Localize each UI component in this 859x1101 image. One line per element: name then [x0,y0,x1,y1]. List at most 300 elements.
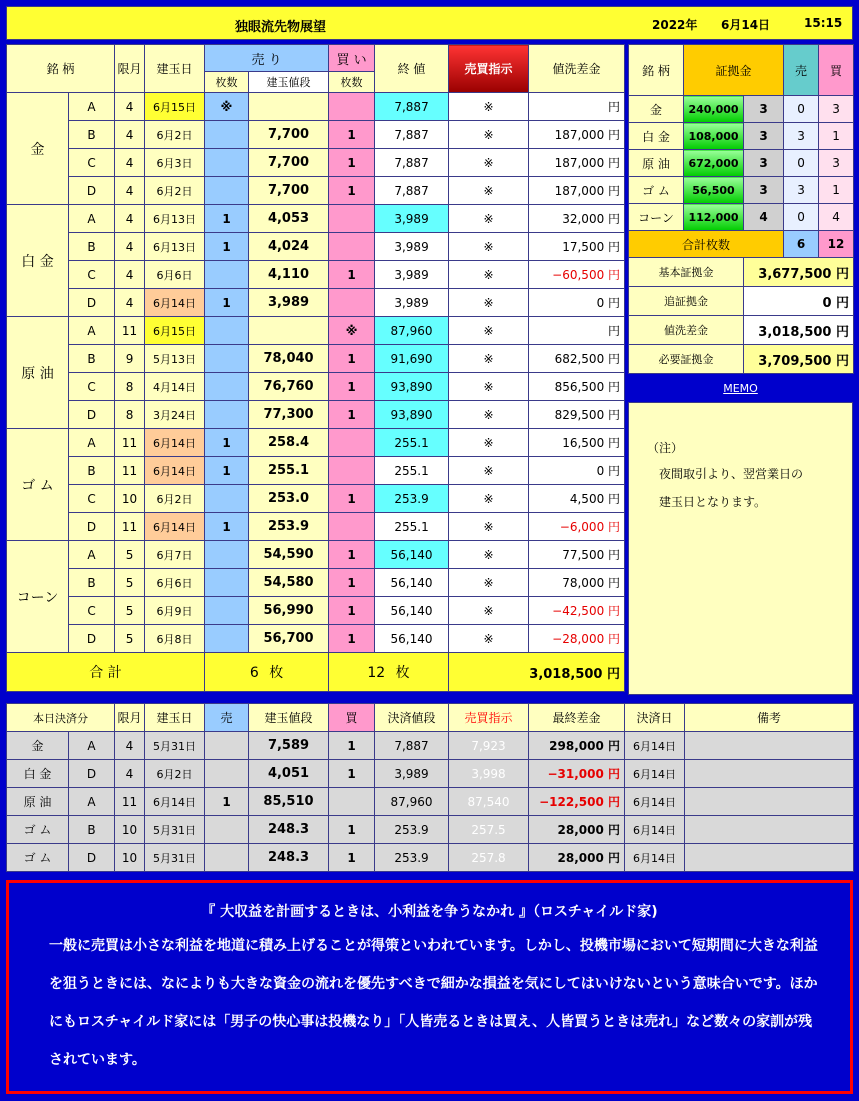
settlement-row [7,844,854,872]
row-close: 253.9 [375,485,449,513]
settle-row-note [685,760,854,788]
settle-row-settle-price: 253.9 [375,816,449,844]
memo-line-1: （注） [647,441,684,455]
row-limit: 4 [115,205,145,233]
row-close: 91,690 [375,345,449,373]
settle-header-sell: 売 [205,704,249,732]
margin-row-name: 金 [629,96,684,123]
settle-row-name: 原 油 [7,788,69,816]
row-limit: 10 [115,485,145,513]
row-instruction: ※ [449,121,529,149]
settle-row-name: 白 金 [7,760,69,788]
row-instruction: ※ [449,625,529,653]
total-sell-count: 6 [249,665,259,681]
total-diff-yen: 円 [607,666,621,682]
row-limit: 11 [115,513,145,541]
settle-header-note: 備考 [685,704,854,732]
row-limit: 5 [115,597,145,625]
row-limit: 4 [115,261,145,289]
row-letter: B [69,121,115,149]
header-buy: 買 い [329,45,375,72]
quote-box [6,880,853,1094]
row-letter: B [69,457,115,485]
side-header-name: 銘 柄 [629,45,684,96]
row-sell-count [205,345,249,373]
position-row [7,233,625,261]
row-diff: 187,000 円 [529,121,625,149]
summary-row [629,287,854,316]
row-limit: 11 [115,457,145,485]
header-buy-count: 枚数 [329,72,375,93]
summary-value: 3,018,500 円 [744,316,854,345]
settlement-row [7,816,854,844]
side-header-margin: 証拠金 [684,45,784,96]
settle-row-note [685,732,854,760]
row-sell-count: 1 [205,289,249,317]
settle-row-buy [329,788,375,816]
row-buy-count: 1 [329,569,375,597]
header-name: 銘 柄 [7,45,115,93]
row-open-price: 4,024 [249,233,329,261]
row-close: 56,140 [375,541,449,569]
margin-row-amount: 108,000 [684,123,744,150]
row-close: 87,960 [375,317,449,345]
row-buy-count: 1 [329,401,375,429]
row-open-price: 76,760 [249,373,329,401]
row-open-price: 54,580 [249,569,329,597]
settle-row-settle-date: 6月14日 [625,788,685,816]
settle-header-settle-price: 決済値段 [375,704,449,732]
settle-row-letter: A [69,788,115,816]
position-row [7,513,625,541]
margin-row-name: コーン [629,204,684,231]
settle-row-settle-price: 3,989 [375,760,449,788]
row-close: 93,890 [375,401,449,429]
row-close: 3,989 [375,205,449,233]
row-buy-count: 1 [329,625,375,653]
commodity-name: ゴ ム [7,429,69,541]
settle-row-sell: 1 [205,788,249,816]
total-sell-unit: 枚 [269,665,284,681]
settle-row-price: 248.3 [249,816,329,844]
settle-row-note [685,816,854,844]
settle-row-instruction: 87,540 [449,788,529,816]
position-row [7,317,625,345]
summary-label: 必要証拠金 [629,345,744,374]
settle-row-settle-price: 87,960 [375,788,449,816]
row-instruction: ※ [449,513,529,541]
total-diff-value: 3,018,500 [529,666,603,682]
row-sell-count: 1 [205,513,249,541]
settle-row-limit: 10 [115,816,145,844]
settle-row-letter: B [69,816,115,844]
row-open-date: 6月14日 [145,429,205,457]
row-open-date: 5月13日 [145,345,205,373]
quote-title: 『 大収益を計画するときは、小利益を争うなかれ 』（ロスチャイルド家) [201,904,658,920]
settle-row-sell [205,816,249,844]
row-buy-count [329,289,375,317]
row-diff: 17,500 円 [529,233,625,261]
row-open-price: 4,053 [249,205,329,233]
settlement-table [6,703,854,872]
row-sell-count [205,121,249,149]
settle-header-limit: 限月 [115,704,145,732]
settle-header-instruction: 売買指示 [449,704,529,732]
position-row [7,541,625,569]
settlement-row [7,760,854,788]
row-limit: 4 [115,289,145,317]
row-limit: 11 [115,317,145,345]
row-buy-count: 1 [329,485,375,513]
margin-row-sell: 0 [784,150,819,177]
margin-row-amount: 672,000 [684,150,744,177]
row-letter: B [69,233,115,261]
row-buy-count [329,429,375,457]
margin-row-buy: 1 [819,177,854,204]
row-sell-count [205,569,249,597]
settle-row-final: −31,000 円 [529,760,625,788]
margin-row-buy: 3 [819,96,854,123]
settle-row-price: 7,589 [249,732,329,760]
position-row [7,149,625,177]
settle-row-note [685,788,854,816]
position-row [7,289,625,317]
settle-header-label: 本日決済分 [7,704,115,732]
margin-row [629,150,854,177]
position-row [7,597,625,625]
row-buy-count [329,205,375,233]
settle-row-name: ゴ ム [7,816,69,844]
row-close: 7,887 [375,93,449,121]
settle-row-settle-price: 7,887 [375,732,449,760]
settle-row-settle-price: 253.9 [375,844,449,872]
row-buy-count: 1 [329,345,375,373]
settle-header-settle-date: 決済日 [625,704,685,732]
row-instruction: ※ [449,93,529,121]
row-open-date: 6月14日 [145,513,205,541]
row-letter: B [69,569,115,597]
row-buy-count: 1 [329,597,375,625]
settle-row-letter: D [69,760,115,788]
total-sell [205,653,329,692]
memo-line-2: 夜間取引より、翌営業日の [659,467,804,481]
memo-line-3: 建玉日となります。 [659,495,767,509]
row-open-price: 3,989 [249,289,329,317]
commodity-name: 金 [7,93,69,205]
settle-row-letter: D [69,844,115,872]
row-limit: 8 [115,373,145,401]
settle-row-date: 5月31日 [145,844,205,872]
row-diff: 0 円 [529,289,625,317]
row-diff: 0 円 [529,457,625,485]
settle-row-instruction: 3,998 [449,760,529,788]
row-open-date: 4月14日 [145,373,205,401]
row-diff: 829,500 円 [529,401,625,429]
total-buy-count: 12 [367,665,386,681]
total-diff [449,653,625,692]
row-open-date: 6月2日 [145,177,205,205]
row-sell-count [205,261,249,289]
row-sell-count [205,597,249,625]
row-sell-count [205,485,249,513]
row-letter: D [69,513,115,541]
margin-row-name: 原 油 [629,150,684,177]
settle-row-price: 4,051 [249,760,329,788]
settle-row-letter: A [69,732,115,760]
page-title: 独眼流先物展望 [235,20,327,35]
row-letter: A [69,317,115,345]
row-open-price: 78,040 [249,345,329,373]
row-limit: 5 [115,569,145,597]
row-letter: D [69,401,115,429]
row-sell-count [205,625,249,653]
row-diff: 78,000 円 [529,569,625,597]
row-diff: 4,500 円 [529,485,625,513]
row-instruction: ※ [449,597,529,625]
row-diff: 円 [529,93,625,121]
row-open-price: 258.4 [249,429,329,457]
row-instruction: ※ [449,205,529,233]
header-diff: 値洗差金 [529,45,625,93]
row-open-date: 6月9日 [145,597,205,625]
row-instruction: ※ [449,485,529,513]
row-diff: 32,000 円 [529,205,625,233]
row-close: 56,140 [375,597,449,625]
settle-row-settle-date: 6月14日 [625,844,685,872]
row-letter: D [69,625,115,653]
row-instruction: ※ [449,261,529,289]
row-buy-count: 1 [329,373,375,401]
row-open-price [249,93,329,121]
row-sell-count [205,401,249,429]
row-instruction: ※ [449,373,529,401]
commodity-name: 原 油 [7,317,69,429]
row-close: 7,887 [375,121,449,149]
row-close: 255.1 [375,513,449,541]
row-open-date: 3月24日 [145,401,205,429]
row-limit: 4 [115,121,145,149]
position-row [7,121,625,149]
row-sell-count: 1 [205,233,249,261]
row-instruction: ※ [449,233,529,261]
summary-row [629,258,854,287]
row-letter: A [69,93,115,121]
row-diff: −28,000 円 [529,625,625,653]
position-row [7,93,625,121]
settle-row-note [685,844,854,872]
position-row [7,457,625,485]
settle-row-buy: 1 [329,816,375,844]
header-close: 終 値 [375,45,449,93]
row-open-price: 7,700 [249,121,329,149]
settle-header-date: 建玉日 [145,704,205,732]
margin-row-sell: 3 [784,123,819,150]
row-close: 56,140 [375,625,449,653]
position-row [7,345,625,373]
positions-table [6,44,625,692]
header-open-price: 建玉値段 [249,72,329,93]
row-sell-count [205,373,249,401]
year-label: 2022年 [652,18,698,32]
summary-label: 値洗差金 [629,316,744,345]
settle-row-final: 28,000 円 [529,816,625,844]
position-row [7,625,625,653]
settle-row-date: 6月14日 [145,788,205,816]
row-open-price: 56,700 [249,625,329,653]
side-total-sell: 6 [784,231,819,258]
row-diff: −42,500 円 [529,597,625,625]
row-sell-count: 1 [205,457,249,485]
row-limit: 5 [115,625,145,653]
row-buy-count: 1 [329,541,375,569]
row-open-date: 6月15日 [145,93,205,121]
margin-row-sell: 0 [784,96,819,123]
row-letter: C [69,149,115,177]
settle-header-buy: 買 [329,704,375,732]
header-limit: 限月 [115,45,145,93]
settle-row-date: 5月31日 [145,732,205,760]
margin-row-buy: 1 [819,123,854,150]
row-instruction: ※ [449,569,529,597]
row-diff: 682,500 円 [529,345,625,373]
margin-row-buy: 4 [819,204,854,231]
row-letter: A [69,205,115,233]
settle-row-final: 298,000 円 [529,732,625,760]
margin-row-sell: 3 [784,177,819,204]
row-open-price: 253.9 [249,513,329,541]
row-close: 3,989 [375,261,449,289]
position-row [7,569,625,597]
quote-body: 一般に売買は小さな利益を地道に積み上げることが得策といわれています。しかし、投機市場において短期間に大きな利益を狙うときには、なによりも大きな資金の流れを優先すべきで細かな損益を気にしてはいけないという意味合いです。ほかにもロスチャイルド家には「男子の快心事は投機なり」「人皆売るときは買え、人皆買うときは売れ」など数々の家訓が残されています。 [49,938,818,1068]
margin-row-sell: 0 [784,204,819,231]
row-open-date: 6月2日 [145,485,205,513]
row-close: 3,989 [375,233,449,261]
side-header-sell: 売 [784,45,819,96]
header-sell-count: 枚数 [205,72,249,93]
row-buy-count [329,233,375,261]
row-letter: A [69,541,115,569]
row-instruction: ※ [449,317,529,345]
margin-row-count: 4 [744,204,784,231]
settle-row-instruction: 257.5 [449,816,529,844]
margin-row [629,204,854,231]
row-open-price: 4,110 [249,261,329,289]
side-header-buy: 買 [819,45,854,96]
memo-link[interactable]: MEMO [723,382,758,395]
settle-row-buy: 1 [329,760,375,788]
row-buy-count [329,513,375,541]
row-open-price: 56,990 [249,597,329,625]
margin-row-buy: 3 [819,150,854,177]
row-open-date: 6月8日 [145,625,205,653]
row-close: 7,887 [375,149,449,177]
summary-row [629,345,854,374]
title-bar [6,6,853,40]
settle-row-buy: 1 [329,732,375,760]
summary-label: 基本証拠金 [629,258,744,287]
row-sell-count [205,317,249,345]
settle-row-settle-date: 6月14日 [625,760,685,788]
settle-row-final: 28,000 円 [529,844,625,872]
row-letter: D [69,177,115,205]
margin-row [629,96,854,123]
total-buy [329,653,449,692]
row-open-price: 7,700 [249,149,329,177]
row-close: 7,887 [375,177,449,205]
row-open-price: 54,590 [249,541,329,569]
settle-row-date: 5月31日 [145,816,205,844]
settle-row-sell [205,844,249,872]
row-letter: D [69,289,115,317]
row-open-date: 6月2日 [145,121,205,149]
summary-value: 3,709,500 円 [744,345,854,374]
settle-row-instruction: 7,923 [449,732,529,760]
row-open-date: 6月14日 [145,289,205,317]
row-close: 255.1 [375,429,449,457]
settlement-row [7,788,854,816]
row-letter: C [69,485,115,513]
row-open-price: 255.1 [249,457,329,485]
settle-row-limit: 4 [115,760,145,788]
date-label: 6月14日 [721,18,771,32]
row-diff: 856,500 円 [529,373,625,401]
row-close: 93,890 [375,373,449,401]
row-close: 56,140 [375,569,449,597]
settle-row-sell [205,732,249,760]
margin-row-name: 白 金 [629,123,684,150]
row-buy-count: 1 [329,261,375,289]
row-open-date: 6月14日 [145,457,205,485]
side-total-buy: 12 [819,231,854,258]
row-letter: C [69,261,115,289]
margin-row-amount: 112,000 [684,204,744,231]
settle-row-limit: 4 [115,732,145,760]
header-open-date: 建玉日 [145,45,205,93]
commodity-name: コーン [7,541,69,653]
position-row [7,485,625,513]
row-open-date: 6月6日 [145,261,205,289]
settle-header-final: 最終差金 [529,704,625,732]
row-letter: A [69,429,115,457]
settle-row-settle-date: 6月14日 [625,732,685,760]
row-limit: 4 [115,149,145,177]
row-open-price: 77,300 [249,401,329,429]
position-row [7,177,625,205]
row-diff: −6,000 円 [529,513,625,541]
row-open-date: 6月7日 [145,541,205,569]
settle-row-date: 6月2日 [145,760,205,788]
row-instruction: ※ [449,289,529,317]
row-buy-count [329,93,375,121]
row-limit: 11 [115,429,145,457]
settle-row-buy: 1 [329,844,375,872]
row-open-date: 6月15日 [145,317,205,345]
settle-row-sell [205,760,249,788]
row-sell-count [205,541,249,569]
row-close: 255.1 [375,457,449,485]
row-diff: 187,000 円 [529,149,625,177]
commodity-name: 白 金 [7,205,69,317]
row-sell-count: 1 [205,205,249,233]
header-instruction: 売買指示 [449,45,529,93]
margin-row-count: 3 [744,96,784,123]
row-limit: 4 [115,233,145,261]
summary-value: 0 円 [744,287,854,316]
time-label: 15:15 [804,16,843,30]
row-open-price: 7,700 [249,177,329,205]
header-sell: 売 り [205,45,329,72]
margin-row-amount: 56,500 [684,177,744,204]
